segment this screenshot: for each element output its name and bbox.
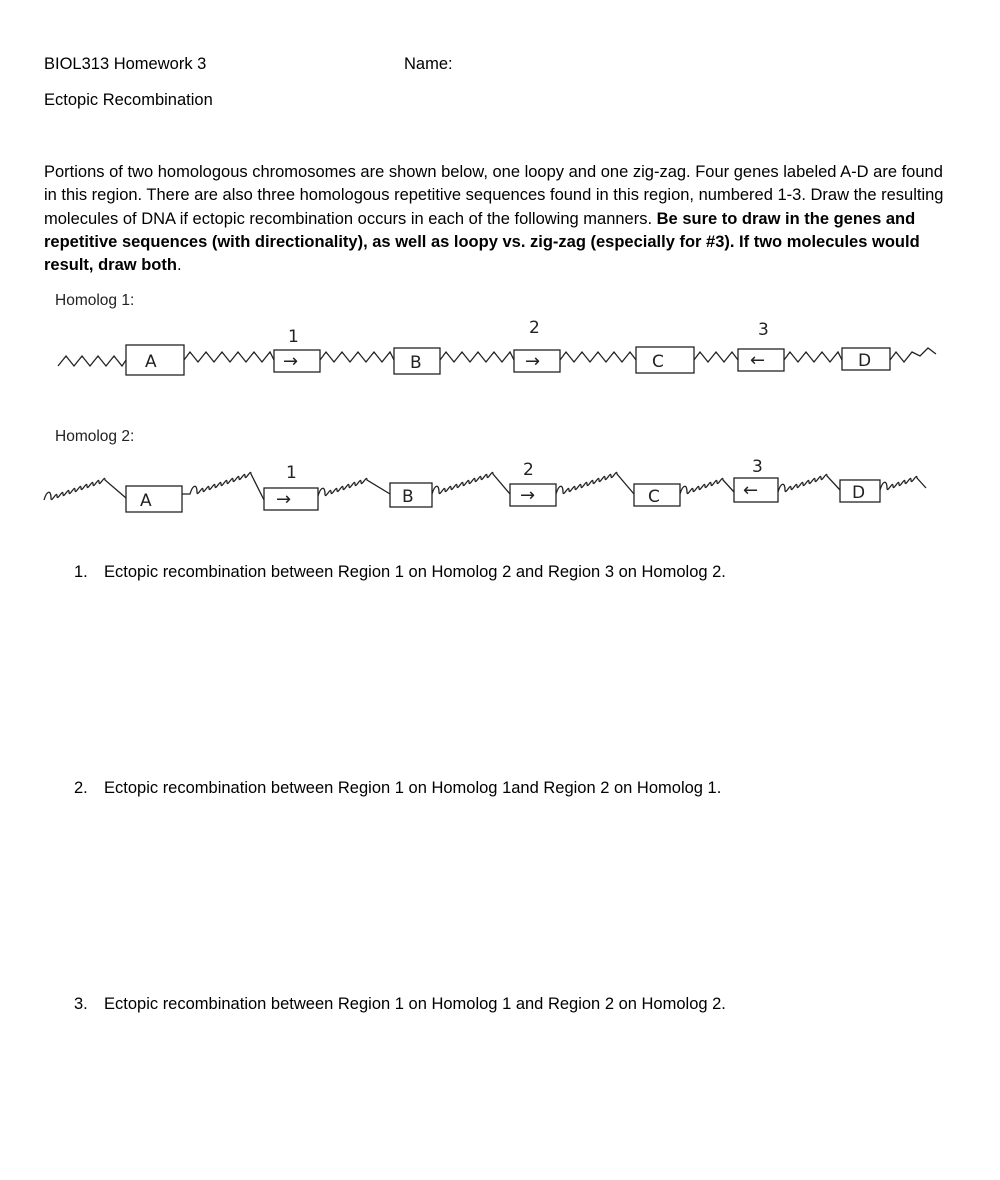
instructions-emphasis: Be sure to draw in the genes and repetitive sequences (with directionality), as well as loopy vs. zig-zag (especially for #3). If two molecules would result, draw both — [44, 209, 920, 275]
homolog-1-repeat-1-number: 1 — [288, 327, 299, 347]
homolog-1-label: Homolog 1: — [55, 292, 135, 309]
homolog-1-repeat-3-arrow: ← — [750, 350, 766, 371]
homolog-2-repeat-1-arrow: → — [276, 489, 292, 510]
question-2-text: Ectopic recombination between Region 1 on Homolog 1and Region 2 on Homolog 1. — [104, 779, 722, 797]
homolog-1-gene-C-label: C — [652, 352, 664, 372]
homolog-1-gene-B-label: B — [410, 353, 422, 373]
question-3-text: Ectopic recombination between Region 1 on Homolog 1 and Region 2 on Homolog 2. — [104, 995, 726, 1013]
homolog-1-repeat-2-arrow: → — [525, 351, 541, 372]
homolog-2-gene-A-label: A — [140, 491, 152, 511]
homolog-1-gene-A-label: A — [145, 352, 157, 372]
homolog-1-repeat-3-number: 3 — [758, 320, 769, 340]
assignment-subtitle: Ectopic Recombination — [44, 91, 213, 109]
question-3 — [74, 995, 726, 1014]
homolog-1-diagram — [58, 318, 936, 375]
homolog-2-gene-A — [126, 486, 182, 512]
question-1-number: 1. — [74, 563, 88, 581]
homolog-2-gene-B-label: B — [402, 487, 414, 507]
homolog-1-gene-C — [636, 347, 694, 373]
homolog-1-strand — [58, 348, 936, 366]
course-title: BIOL313 Homework 3 — [44, 55, 207, 73]
homolog-2-gene-C-label: C — [648, 487, 660, 507]
homolog-2-repeat-2-arrow: → — [520, 485, 536, 506]
instructions-end: . — [176, 256, 182, 275]
homolog-2-diagram — [44, 457, 926, 512]
question-2 — [74, 779, 721, 798]
homolog-1-repeat-2-number: 2 — [529, 318, 540, 338]
question-1 — [74, 563, 726, 582]
question-1-text: Ectopic recombination between Region 1 on Homolog 2 and Region 3 on Homolog 2. — [104, 563, 726, 581]
homolog-2-repeat-1-number: 1 — [286, 463, 297, 483]
question-3-number: 3. — [74, 995, 88, 1013]
instructions-text: Portions of two homologous chromosomes are shown below, one loopy and one zig-zag. Four genes labeled A-D are found in this region. There are also three homologous repetitive sequences found in this region, numbered 1-3. Draw the resulting molecules of DNA if ectopic recombination occurs in each of the following manners. — [44, 163, 944, 228]
homolog-1-repeat-1-arrow: → — [283, 351, 299, 372]
name-label: Name: — [404, 55, 453, 73]
homolog-1-gene-D-label: D — [858, 351, 872, 371]
question-2-number: 2. — [74, 779, 88, 797]
homolog-2-repeat-3-arrow: ← — [743, 480, 759, 501]
homolog-2-label: Homolog 2: — [55, 428, 135, 445]
homolog-2-gene-D-label: D — [852, 483, 866, 503]
homolog-2-repeat-2-number: 2 — [523, 460, 534, 480]
homolog-2-repeat-3-number: 3 — [752, 457, 763, 477]
